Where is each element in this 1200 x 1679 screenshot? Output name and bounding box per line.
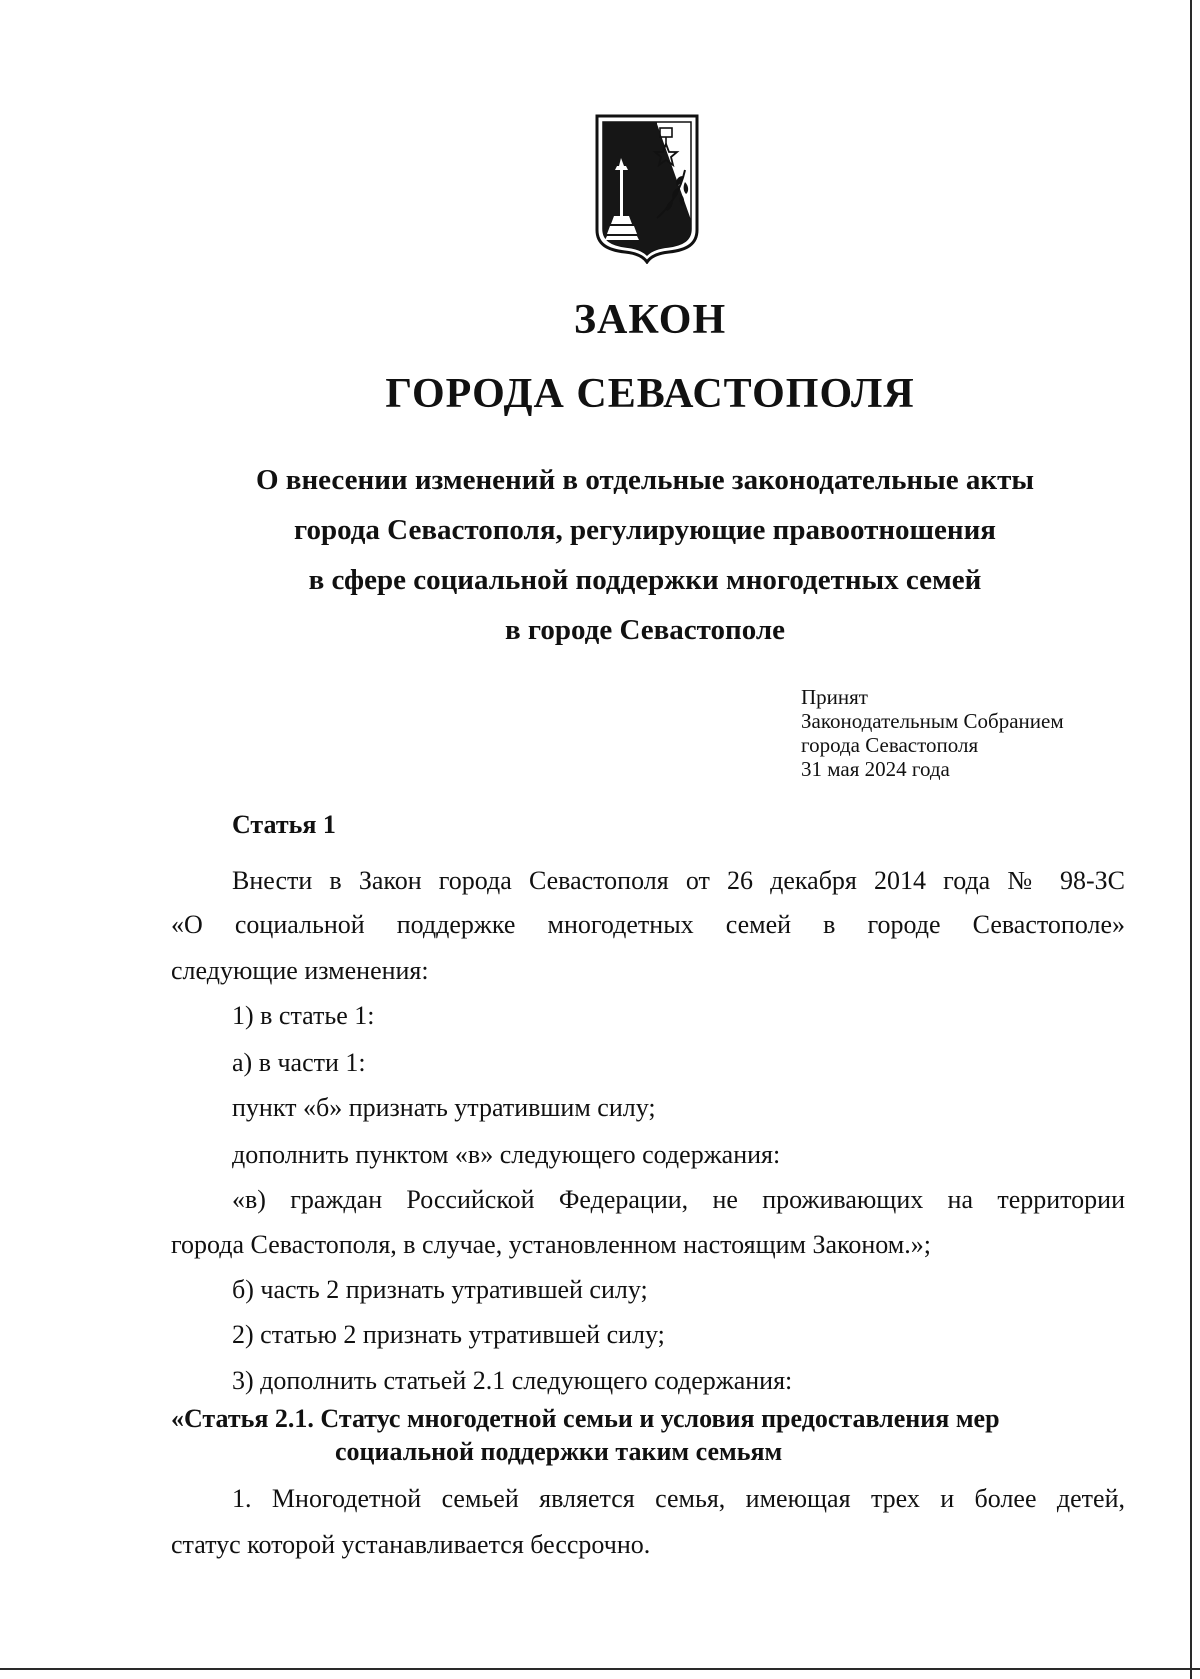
paragraph-line: «О социальной поддержке многодетных семей в городе Севастополе»: [171, 910, 1125, 939]
adoption-date: 31 мая 2024 года: [801, 757, 950, 781]
adoption-line: города Севастополя: [801, 733, 979, 757]
adoption-note: [801, 685, 1064, 781]
coat-of-arms-icon: [591, 112, 703, 264]
article-heading: Статья 1: [232, 810, 336, 839]
quoted-line: города Севастополя, в случае, установленном настоящим Законом.»;: [171, 1230, 931, 1259]
subtitle-line: О внесении изменений в отдельные законодательные акты: [256, 464, 1034, 496]
adoption-line: Законодательным Собранием: [801, 709, 1064, 733]
law-title: ЗАКОН: [573, 297, 727, 343]
quoted-line: «в) граждан Российской Федерации, не проживающих на территории: [232, 1185, 1125, 1214]
list-item: пункт «б» признать утратившим силу;: [232, 1093, 656, 1122]
list-item: б) часть 2 признать утратившей силу;: [232, 1275, 648, 1304]
list-item: дополнить пунктом «в» следующего содержания:: [232, 1140, 781, 1169]
subtitle-line: в сфере социальной поддержки многодетных семей: [308, 564, 982, 596]
sub-article-heading-line: социальной поддержки таким семьям: [335, 1437, 783, 1466]
subtitle-line: города Севастополя, регулирующие правоотношения: [294, 514, 996, 546]
paragraph-line: Внести в Закон города Севастополя от 26 декабря 2014 года № 98-ЗС: [232, 866, 1125, 895]
page-edge-bottom: [0, 1668, 1200, 1670]
list-item: 1) в статье 1:: [232, 1001, 375, 1030]
list-item: а) в части 1:: [232, 1048, 366, 1077]
list-item: 3) дополнить статьей 2.1 следующего содержания:: [232, 1366, 793, 1395]
adoption-line: Принят: [801, 685, 868, 709]
sub-article-heading-line: «Статья 2.1. Статус многодетной семьи и условия предоставления мер: [171, 1404, 1000, 1433]
paragraph-line: 1. Многодетной семьей является семья, имеющая трех и более детей,: [232, 1484, 1125, 1513]
law-subtitle: [180, 455, 1110, 655]
subtitle-line: в городе Севастополе: [505, 614, 785, 646]
page-edge-right: [1190, 0, 1192, 1679]
list-item: 2) статью 2 признать утратившей силу;: [232, 1320, 665, 1349]
law-city-title: ГОРОДА СЕВАСТОПОЛЯ: [385, 371, 915, 417]
sub-article-heading: [171, 1402, 1151, 1468]
paragraph-line: следующие изменения:: [171, 956, 429, 985]
paragraph-line: статус которой устанавливается бессрочно.: [171, 1530, 651, 1559]
